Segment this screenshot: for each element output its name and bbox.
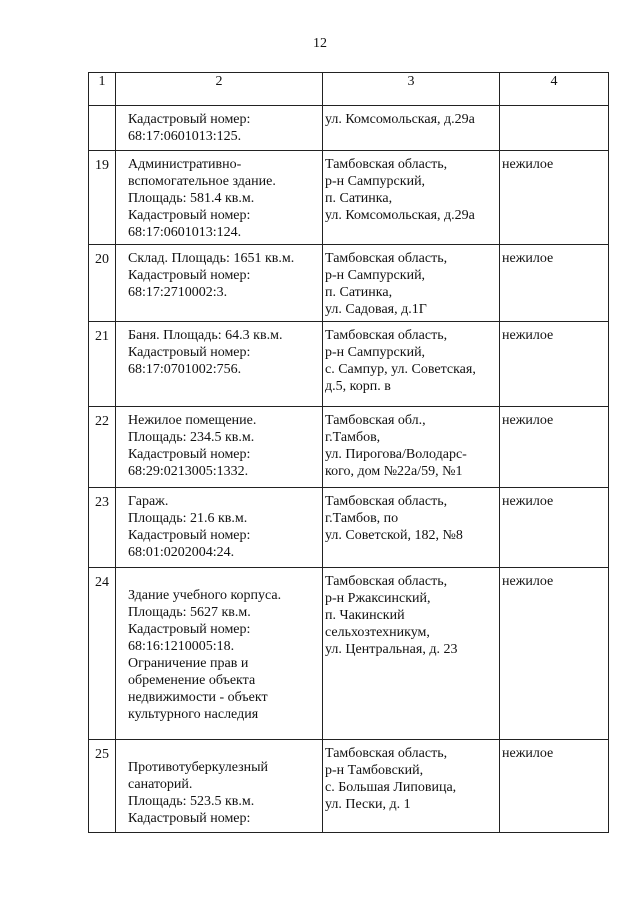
description-line: Ограничение прав и (128, 656, 249, 671)
description-line: Административно- (128, 157, 242, 172)
table-row (89, 568, 609, 740)
description-line: Баня. Площадь: 64.3 кв.м. (128, 328, 283, 343)
description-cell (116, 245, 323, 322)
row-number: 23 (95, 495, 109, 510)
page-number: 12 (313, 36, 327, 51)
description-line: Площадь: 21.6 кв.м. (128, 511, 248, 526)
description-line: 68:16:1210005:18. (128, 639, 235, 654)
header-cell-4: 4 (500, 73, 609, 106)
table-row (89, 407, 609, 488)
address-line: ул. Садовая, д.1Г (325, 302, 427, 317)
address-line: ул. Комсомольская, д.29а (325, 208, 475, 223)
address-line: Тамбовская область, (325, 328, 448, 343)
description-cell (116, 488, 323, 568)
description-cell (116, 407, 323, 488)
address-line: Тамбовская область, (325, 574, 448, 589)
address-cell (323, 106, 500, 151)
header-cell-3: 3 (323, 73, 500, 106)
row-number (89, 106, 115, 112)
description-cell (116, 568, 323, 740)
address-cell (323, 245, 500, 322)
description-line: Кадастровый номер: (128, 268, 251, 283)
status-text: нежилое (502, 574, 554, 589)
table-row (89, 322, 609, 407)
row-number-cell (89, 407, 116, 488)
address-line: Тамбовская обл., (325, 413, 426, 428)
status-cell (500, 106, 609, 151)
description-line: культурного наследия (128, 707, 259, 722)
status-cell (500, 322, 609, 407)
description-line: вспомогательное здание. (128, 174, 276, 189)
row-number-cell (89, 740, 116, 833)
description-line: Гараж. (128, 494, 169, 509)
description-cell (116, 740, 323, 833)
description-line: Нежилое помещение. (128, 413, 257, 428)
status-cell (500, 245, 609, 322)
address-line: р-н Сампурский, (325, 174, 426, 189)
address-cell (323, 407, 500, 488)
description-line: Площадь: 581.4 кв.м. (128, 191, 255, 206)
address-line: ул. Советской, 182, №8 (325, 528, 463, 543)
address-cell (323, 151, 500, 245)
address-line: с. Сампур, ул. Советская, (325, 362, 476, 377)
header-cell-1: 1 (89, 73, 116, 106)
row-number: 25 (95, 747, 109, 762)
status-text: нежилое (502, 328, 554, 343)
status-text: нежилое (502, 413, 554, 428)
address-line: Тамбовская область, (325, 746, 448, 761)
description-line: Кадастровый номер: (128, 528, 251, 543)
description-line: Кадастровый номер: (128, 208, 251, 223)
address-line: п. Сатинка, (325, 191, 393, 206)
description-line: 68:17:0601013:125. (128, 129, 242, 144)
status-text: нежилое (502, 746, 554, 761)
description-line: 68:17:0601013:124. (128, 225, 242, 240)
property-table (88, 72, 609, 833)
description-line: 68:29:0213005:1332. (128, 464, 249, 479)
address-cell (323, 488, 500, 568)
status-text (500, 106, 608, 113)
row-number-cell (89, 151, 116, 245)
description-line: Площадь: 234.5 кв.м. (128, 430, 255, 445)
address-line: сельхозтехникум, (325, 625, 430, 640)
status-cell (500, 151, 609, 245)
row-number-cell (89, 245, 116, 322)
address-line: п. Сатинка, (325, 285, 393, 300)
address-line: ул. Пески, д. 1 (325, 797, 411, 812)
address-line: п. Чакинский (325, 608, 405, 623)
description-line: 68:17:0701002:756. (128, 362, 242, 377)
description-line: Противотуберкулезный (128, 760, 269, 775)
address-line: с. Большая Липовица, (325, 780, 457, 795)
description-line: санаторий. (128, 777, 193, 792)
row-number: 21 (95, 329, 109, 344)
table-row (89, 740, 609, 833)
status-cell (500, 740, 609, 833)
status-text: нежилое (502, 251, 554, 266)
address-line: ул. Центральная, д. 23 (325, 642, 458, 657)
description-cell (116, 322, 323, 407)
description-line: недвижимости - объект (128, 690, 268, 705)
address-line: Тамбовская область, (325, 251, 448, 266)
description-cell (116, 151, 323, 245)
status-text: нежилое (502, 157, 554, 172)
description-line: обременение объекта (128, 673, 256, 688)
row-number: 24 (95, 575, 109, 590)
description-line: Кадастровый номер: (128, 112, 251, 127)
status-cell (500, 568, 609, 740)
address-cell (323, 568, 500, 740)
address-line: Тамбовская область, (325, 157, 448, 172)
description-line: Здание учебного корпуса. (128, 588, 282, 603)
table-row (89, 488, 609, 568)
address-line: р-н Тамбовский, (325, 763, 424, 778)
row-number-cell (89, 322, 116, 407)
row-number: 22 (95, 414, 109, 429)
table-row (89, 151, 609, 245)
description-line: Площадь: 523.5 кв.м. (128, 794, 255, 809)
address-line: р-н Сампурский, (325, 268, 426, 283)
row-number-cell (89, 106, 116, 151)
header-row (89, 73, 609, 106)
address-cell (323, 322, 500, 407)
address-line: р-н Сампурский, (325, 345, 426, 360)
address-line: д.5, корп. в (325, 379, 391, 394)
address-line: ул. Комсомольская, д.29а (325, 112, 475, 127)
description-line: 68:17:2710002:3. (128, 285, 228, 300)
description-line: Кадастровый номер: (128, 447, 251, 462)
description-cell (116, 106, 323, 151)
row-number: 20 (95, 252, 109, 267)
description-line: Кадастровый номер: (128, 345, 251, 360)
address-line: г.Тамбов, по (325, 511, 399, 526)
address-line: кого, дом №22а/59, №1 (325, 464, 463, 479)
address-line: г.Тамбов, (325, 430, 381, 445)
description-line: Кадастровый номер: (128, 622, 251, 637)
status-cell (500, 488, 609, 568)
description-line: Площадь: 5627 кв.м. (128, 605, 251, 620)
status-text: нежилое (502, 494, 554, 509)
status-cell (500, 407, 609, 488)
row-number-cell (89, 568, 116, 740)
header-cell-2: 2 (116, 73, 323, 106)
address-line: р-н Ржаксинский, (325, 591, 431, 606)
table-row (89, 245, 609, 322)
address-line: ул. Пирогова/Володарс- (325, 447, 467, 462)
table-row (89, 106, 609, 151)
description-line: Кадастровый номер: (128, 811, 251, 826)
row-number-cell (89, 488, 116, 568)
description-line: 68:01:0202004:24. (128, 545, 235, 560)
address-cell (323, 740, 500, 833)
address-line: Тамбовская область, (325, 494, 448, 509)
row-number: 19 (95, 158, 109, 173)
description-line: Склад. Площадь: 1651 кв.м. (128, 251, 295, 266)
